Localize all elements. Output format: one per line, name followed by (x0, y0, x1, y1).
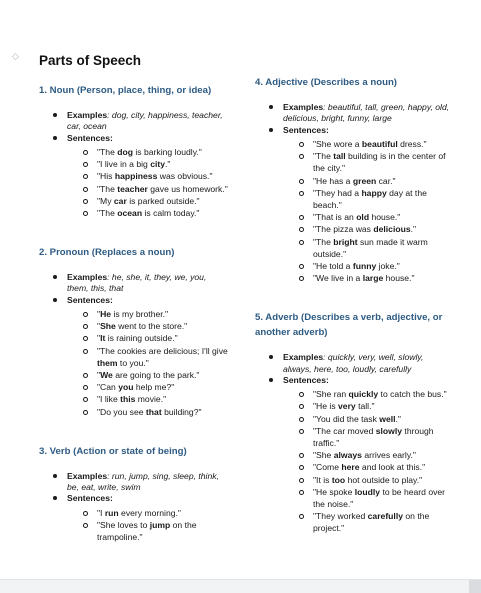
sentence-text: "Can (97, 382, 119, 393)
sentence-text: "I live in a big (97, 159, 151, 170)
sentence-item (299, 449, 450, 461)
sentence-item (83, 332, 229, 344)
sentence-text: and look at this." (359, 462, 426, 473)
sentence-text: "His (97, 171, 115, 182)
sentence-item (299, 236, 450, 260)
highlighted-word: you (118, 382, 134, 393)
sentence-text: "He told a (313, 260, 353, 271)
sentence-text: "The cookies are delicious; I'll give (97, 345, 228, 356)
sentence-item (83, 308, 229, 320)
sentences-item (53, 133, 229, 220)
sentence-text: to catch the bus." (378, 389, 447, 400)
sentence-text: ." (410, 224, 417, 235)
examples-item (53, 272, 229, 295)
sentence-text: "Do you see (97, 406, 146, 417)
sentence-list (283, 388, 450, 534)
bullet-list (255, 352, 450, 534)
sentence-text: is barking loudly." (133, 146, 202, 157)
examples-label: Examples (283, 102, 324, 112)
highlighted-word: slowly (375, 425, 403, 436)
highlighted-word: happy (361, 187, 387, 198)
sentence-item (299, 413, 450, 425)
sentences-item (53, 493, 229, 543)
highlighted-word: that (145, 406, 162, 417)
bullet-list (255, 102, 450, 284)
sentences-item (269, 125, 450, 285)
sentence-text: "We live in a (313, 273, 363, 284)
sentence-item (299, 211, 450, 223)
sentence-text: house." (383, 273, 415, 284)
sentence-text: is my brother." (111, 309, 169, 319)
sentence-text: "She ran (313, 389, 349, 400)
sentences-item (53, 295, 229, 418)
section-heading: 4. Adjective (Describes a noun) (255, 77, 397, 88)
horizontal-scrollbar[interactable] (0, 579, 481, 593)
highlighted-word: very (338, 401, 356, 412)
sentence-text: gave us homework." (147, 183, 228, 194)
sentence-text: "Come (313, 462, 342, 473)
examples-label: Examples (283, 352, 324, 363)
sentence-item (299, 510, 450, 534)
sentence-text: "She loves to (97, 519, 150, 530)
sentence-text: ." (165, 159, 171, 170)
sentence-text: is calm today." (142, 207, 200, 218)
examples-text: : dog, city, happiness, teacher, car, ocean (67, 110, 223, 132)
sentence-item (299, 400, 450, 412)
sentence-item (299, 223, 450, 235)
sentence-item (83, 170, 229, 182)
section (39, 245, 229, 418)
highlighted-word: green (352, 175, 377, 186)
sentences-label: Sentences: (67, 132, 113, 143)
sentence-item (299, 260, 450, 272)
sentence-text: to be heard over the noise." (313, 486, 446, 510)
sentence-text: are going to the park." (112, 370, 200, 381)
section (255, 75, 450, 284)
sentence-item (299, 138, 450, 150)
sentence-text: "The (97, 207, 118, 218)
sentence-text: "He spoke (313, 486, 355, 497)
sentence-text: on the project." (313, 511, 430, 534)
sentence-text: is parked outside." (126, 195, 200, 206)
sentence-text: "My (97, 195, 114, 206)
examples-text: : quickly, very, well, slowly, always, here, too, loudly, carefully (283, 352, 424, 374)
sentence-item (299, 187, 450, 211)
highlighted-word: them (97, 357, 118, 368)
drag-handle-icon[interactable]: ◇ (12, 51, 19, 61)
section-heading: 2. Pronoun (Replaces a noun) (39, 247, 175, 259)
sentence-text: "The pizza was (313, 224, 374, 235)
sentence-text: "She wore a (313, 138, 362, 149)
sentence-item (83, 507, 229, 519)
sentence-item (83, 207, 229, 219)
sentence-item (83, 146, 229, 158)
section (255, 310, 450, 534)
sentence-text: "He is (313, 401, 339, 412)
sentence-item (83, 369, 229, 381)
sentences-label: Sentences: (283, 124, 329, 135)
sentence-text: tall." (355, 401, 375, 412)
section-heading: 3. Verb (Action or state of being) (39, 445, 187, 457)
highlighted-word: this (120, 394, 136, 405)
sentence-text: movie." (135, 394, 167, 405)
sentence-text: "It is (313, 474, 332, 485)
highlighted-word: tall (333, 151, 346, 162)
highlighted-word: beautiful (361, 138, 398, 149)
section (39, 444, 229, 544)
sentence-item (299, 272, 450, 284)
highlighted-word: carefully (367, 511, 403, 522)
sentence-text: "The (313, 151, 334, 162)
sentence-text: "He has a (313, 175, 353, 186)
examples-label: Examples (67, 470, 108, 481)
sentence-item (299, 150, 450, 174)
left-column (39, 83, 229, 569)
sentence-text: to you." (117, 357, 149, 368)
scrollbar-corner (469, 580, 481, 593)
sentence-text: "You did the task (313, 413, 380, 424)
sentence-text: building?" (161, 406, 202, 417)
sentence-list (67, 308, 229, 418)
highlighted-word: It (100, 333, 106, 344)
sentence-list (67, 146, 229, 219)
sentence-text: "They had a (313, 187, 362, 198)
sentence-item (299, 388, 450, 400)
sentences-label: Sentences: (283, 374, 329, 385)
examples-label: Examples (67, 110, 108, 120)
sentence-text: "The car moved (313, 425, 376, 436)
page-title: Parts of Speech (39, 53, 142, 68)
sentences-item (269, 375, 450, 535)
highlighted-word: loudly (354, 486, 381, 497)
sentence-item (299, 461, 450, 473)
sentence-item (83, 183, 229, 195)
examples-item (269, 102, 450, 125)
sentence-item (83, 519, 229, 543)
bullet-list (39, 272, 229, 418)
sentence-text: "That is an (313, 212, 357, 223)
sentence-text: through traffic." (313, 425, 434, 449)
sentence-text: was obvious." (157, 171, 213, 182)
section-heading: 5. Adverb (Describes a verb, adjective, or another adverb) (255, 312, 443, 339)
sentence-item (83, 195, 229, 207)
sentence-item (83, 158, 229, 170)
right-column (255, 75, 450, 561)
sentence-text: building is in the center of the city." (313, 151, 446, 174)
highlighted-word: too (331, 474, 346, 485)
highlighted-word: happiness (114, 171, 158, 182)
highlighted-word: ocean (117, 207, 143, 218)
sentence-text: "The (313, 236, 334, 247)
highlighted-word: bright (333, 236, 358, 247)
highlighted-word: old (356, 212, 370, 223)
sentence-item (83, 381, 229, 393)
sentence-text: "The (97, 146, 118, 157)
bullet-list (39, 471, 229, 544)
sentence-text: hot outside to play." (345, 474, 423, 485)
highlighted-word: funny (352, 260, 377, 271)
section-heading: 1. Noun (Person, place, thing, or idea) (39, 85, 212, 96)
examples-item (53, 471, 229, 494)
highlighted-word: teacher (117, 183, 148, 194)
section (39, 83, 229, 219)
sentence-text: " (97, 309, 101, 319)
highlighted-word: city (150, 159, 166, 170)
sentence-text: every morning." (118, 507, 181, 518)
examples-text: : beautiful, tall, green, happy, old, delicious, bright, funny, large (283, 102, 450, 124)
highlighted-word: jump (149, 519, 171, 530)
highlighted-word: She (100, 321, 116, 332)
sentence-text: day at the beach." (313, 187, 427, 210)
sentence-text: "I like (97, 394, 121, 405)
sentence-text: car." (376, 175, 396, 186)
sentence-text: house." (369, 212, 401, 223)
sentence-text: sun made it warm outside." (313, 236, 428, 259)
sentence-item (83, 406, 229, 418)
highlighted-word: car (113, 195, 127, 206)
sentence-item (299, 474, 450, 486)
sentence-text: arrives early." (361, 450, 416, 461)
highlighted-word: dog (117, 146, 133, 157)
highlighted-word: always (333, 450, 362, 461)
sentence-item (299, 425, 450, 449)
sentence-text: "The (97, 183, 118, 194)
highlighted-word: run (104, 507, 119, 518)
bullet-list (39, 110, 229, 219)
examples-label: Examples (67, 272, 108, 283)
examples-item (269, 352, 450, 375)
examples-item (53, 110, 229, 133)
highlighted-word: He (100, 309, 112, 319)
sentence-text: ." (395, 413, 401, 424)
highlighted-word: delicious (373, 224, 411, 235)
sentence-text: went to the store." (115, 321, 188, 332)
highlighted-word: here (341, 462, 360, 473)
highlighted-word: We (100, 370, 113, 381)
sentence-item (83, 345, 229, 369)
sentence-text: on the trampoline." (97, 519, 197, 543)
sentence-item (83, 393, 229, 405)
sentence-text: "They worked (313, 511, 368, 522)
sentence-text: " (97, 321, 101, 332)
sentence-text: dress." (397, 138, 427, 149)
sentence-text: joke." (376, 260, 400, 271)
sentences-label: Sentences: (67, 493, 113, 504)
sentences-label: Sentences: (67, 294, 113, 305)
sentence-list (283, 138, 450, 284)
sentence-text: " (97, 370, 101, 381)
sentence-item (299, 486, 450, 510)
highlighted-word: quickly (348, 389, 379, 400)
sentence-text: help me?" (133, 382, 175, 393)
sentence-item (83, 320, 229, 332)
sentence-item (299, 175, 450, 187)
examples-text: : he, she, it, they, we, you, them, this, that (67, 272, 207, 294)
sentence-list (67, 507, 229, 544)
sentence-text: "I (97, 507, 105, 518)
examples-text: : run, jump, sing, sleep, think, be, eat, write, swim (67, 470, 219, 493)
sentence-text: is raining outside." (105, 333, 178, 344)
highlighted-word: well (379, 413, 396, 424)
sentence-text: "She (313, 450, 334, 461)
highlighted-word: large (362, 273, 384, 284)
sentence-text: " (97, 333, 101, 344)
